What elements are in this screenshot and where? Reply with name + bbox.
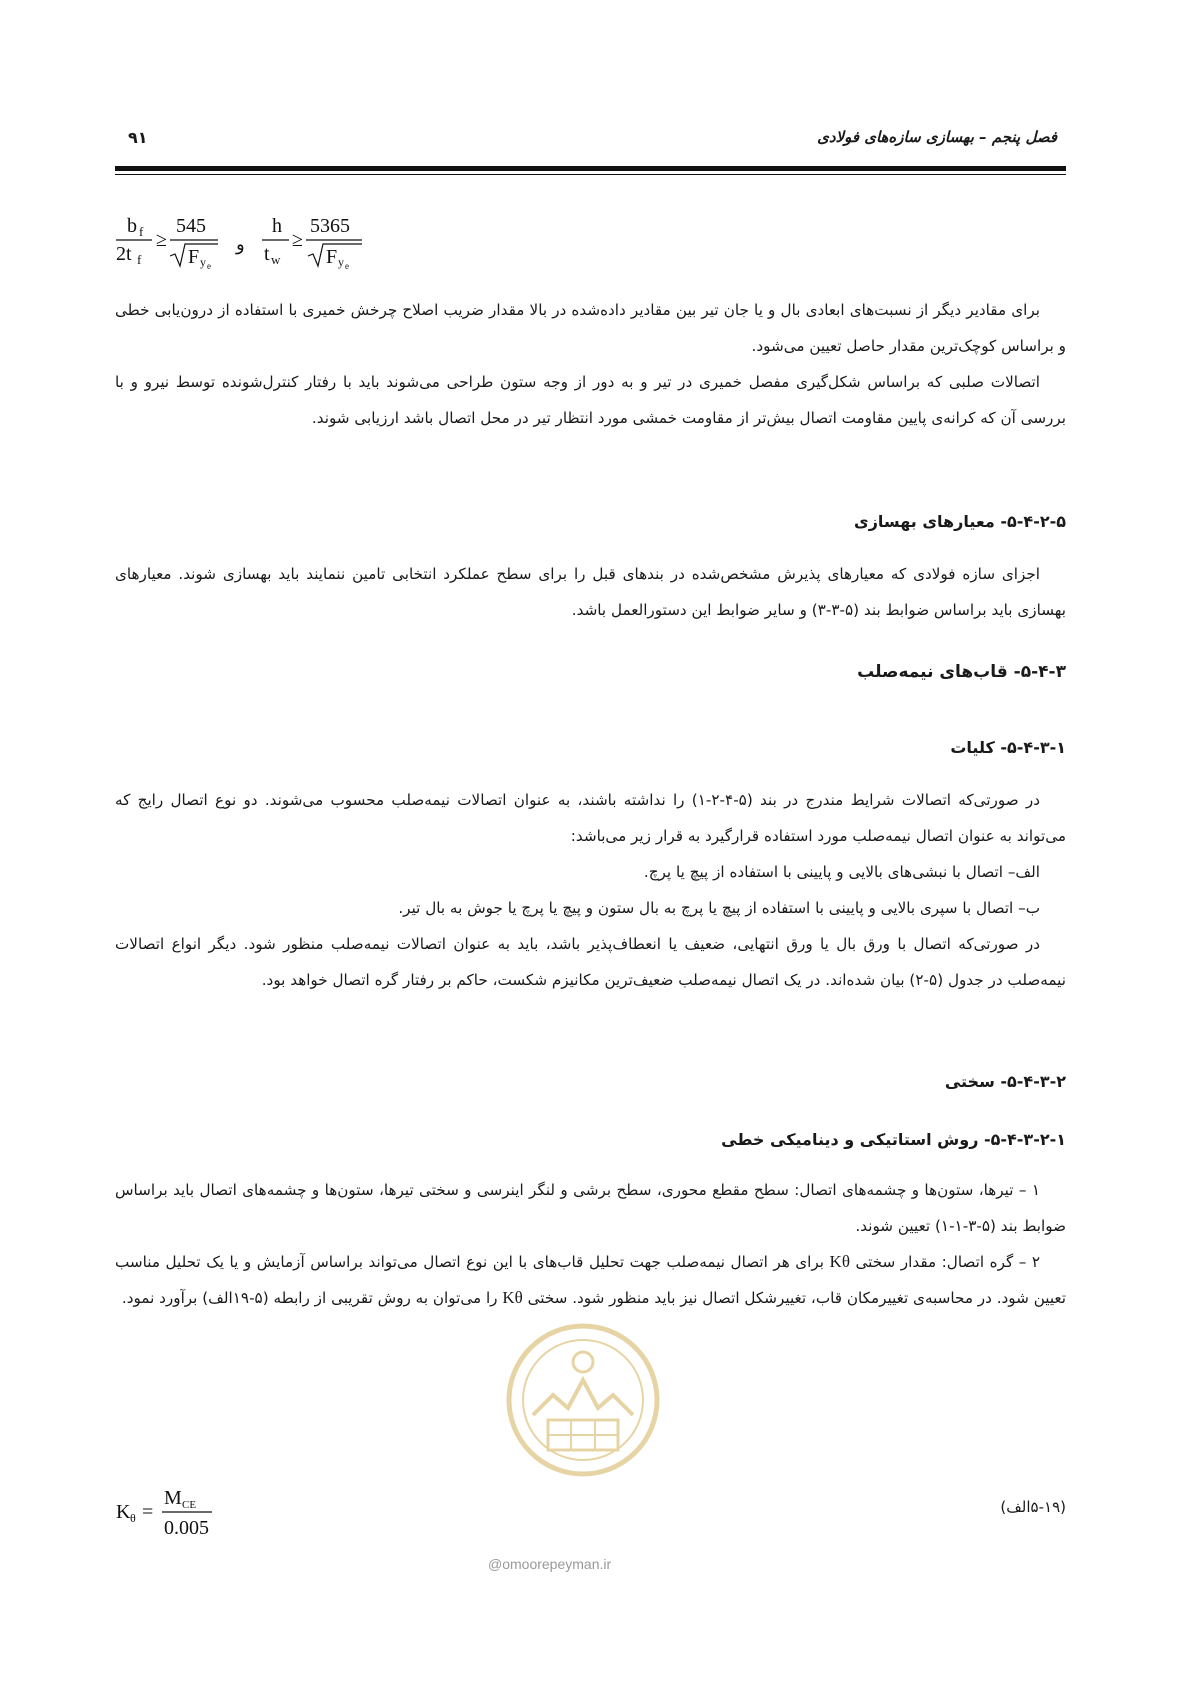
section-heading: ۵-۴-۳-۱- کلیات — [950, 738, 1066, 757]
section-heading: ۵-۴-۲-۵- معیارهای بهسازی — [854, 512, 1066, 531]
section-heading: ۵-۴-۳-۲-۱- روش استاتیکی و دینامیکی خطی — [721, 1130, 1066, 1149]
equation-connector: و — [236, 234, 245, 254]
svg-text:t: t — [264, 243, 270, 265]
chapter-title: فصل پنجم – بهسازی سازه‌های فولادی — [817, 128, 1057, 146]
paragraph — [115, 1244, 1066, 1316]
page-number: ۹۱ — [128, 128, 148, 147]
svg-text:≥: ≥ — [156, 229, 167, 251]
k-theta-symbol: Kθ — [502, 1288, 523, 1307]
paragraph: ۱ – تیرها، ستون‌ها و چشمه‌های اتصال: سطح مقطع محوری، سطح برشی و لنگر اینرسی و سختی تیرها، ستون‌ها و چشمه‌های اتصال باید براساس ضوابط بند (۵-۳-۱-۱) تعیین شوند. — [115, 1181, 1066, 1235]
section-heading: ۵-۴-۳- قاب‌های نیمه‌صلب — [857, 662, 1066, 682]
svg-text:=: = — [142, 1501, 154, 1523]
svg-text:w: w — [271, 252, 281, 267]
svg-text:f: f — [137, 252, 142, 267]
svg-text:545: 545 — [176, 215, 206, 237]
svg-text:2t: 2t — [116, 243, 132, 265]
svg-text:e: e — [207, 261, 211, 270]
slenderness-equation — [112, 210, 392, 275]
paragraph-part: ۲ – گره اتصال: مقدار سختی — [849, 1253, 1041, 1271]
header-rule-thin — [115, 174, 1066, 175]
paragraph: در صورتی‌که اتصال با ورق بال یا ورق انتهایی، ضعیف یا انعطاف‌پذیر باشد، باید به عنوان اتصالات نیمه‌صلب منظور شود. دیگر انواع اتصالات نیمه‌صلب در جدول (۵-۲) بیان شده‌اند. در یک اتصال نیمه‌صلب ضعیف‌ترین مکانیزم شکست، حاکم بر رفتار گره اتصال خواهد بود. — [115, 935, 1066, 989]
svg-text:F: F — [326, 246, 338, 268]
stiffness-equation — [112, 1482, 252, 1547]
svg-text:θ: θ — [130, 1511, 136, 1525]
body-block-2 — [115, 556, 1066, 628]
svg-text:CE: CE — [182, 1499, 197, 1511]
svg-text:0.005: 0.005 — [164, 1517, 209, 1539]
body-block-3 — [115, 782, 1066, 998]
list-item: الف– اتصال با نبشی‌های بالایی و پایینی با استفاده از پیچ یا پرچ. — [643, 863, 1040, 881]
paragraph: اتصالات صلبی که براساس شکل‌گیری مفصل خمیری در تیر و به دور از وجه ستون طراحی می‌شوند باید با رفتار کنترل‌شونده توسط نیرو و با بررسی آن که کرانه‌ی پایین مقاومت اتصال بیش‌تر از مقاومت خمشی مورد انتظار تیر در محل اتصال باشد ارزیابی شوند. — [115, 373, 1066, 427]
body-block-4 — [115, 1172, 1066, 1316]
svg-text:y: y — [200, 255, 206, 269]
section-heading: ۵-۴-۳-۲- سختی — [944, 1072, 1066, 1091]
paragraph: در صورتی‌که اتصالات شرایط مندرج در بند (۵-۴-۲-۱) را نداشته باشند، به عنوان اتصالات نیمه‌صلب محسوب می‌شوند. دو نوع اتصال رایج که می‌تواند به عنوان اتصال نیمه‌صلب مورد استفاده قرارگیرد به قرار زیر می‌باشد: — [115, 791, 1066, 845]
watermark-seal — [503, 1320, 663, 1480]
svg-text:f: f — [139, 224, 144, 239]
paragraph-part: را می‌توان به روش تقریبی از رابطه (۵-۱۹الف) برآورد نمود. — [121, 1289, 503, 1307]
svg-text:h: h — [272, 215, 282, 237]
paragraph: برای مقادیر دیگر از نسبت‌های ابعادی بال و یا جان تیر بین مقادیر داده‌شده در بالا مقدار ضریب اصلاح چرخش خمیری با استفاده از درون‌یابی خطی و براساس کوچک‌ترین مقدار حاصل تعیین می‌شود. — [115, 301, 1066, 355]
svg-text:y: y — [338, 255, 344, 269]
header-rule-thick — [115, 166, 1066, 171]
watermark-site: @omoorepeyman.ir — [488, 1556, 612, 1572]
svg-text:e: e — [345, 261, 349, 270]
paragraph-part: برای هر اتصال نیمه‌صلب جهت تحلیل قاب‌های با این نوع اتصال می‌تواند براساس آزمایش و یا یک تحلیل مناسب تعیین شود. در محاسبه‌ی تغییرمکان قاب، تغییرشکل اتصال نیز باید منظور شود. سختی — [115, 1253, 1066, 1307]
paragraph: اجزای سازه فولادی که معیارهای پذیرش مشخص‌شده در بندهای قبل را برای سطح عملکرد انتخابی تامین ننمایند باید بهسازی شوند. معیارهای بهسازی باید براساس ضوابط بند (۵-۳-۳) و سایر ضوابط این دستورالعمل باشد. — [115, 565, 1066, 619]
svg-text:≥: ≥ — [292, 229, 303, 251]
svg-text:K: K — [116, 1501, 131, 1523]
svg-text:b: b — [127, 215, 137, 237]
svg-text:F: F — [188, 246, 200, 268]
k-theta-symbol: Kθ — [829, 1252, 850, 1271]
list-item: ب– اتصال با سپری بالایی و پایینی با استفاده از پیچ یا پرچ به بال ستون و پیچ یا پرچ یا جوش به بال تیر. — [398, 899, 1040, 917]
svg-text:5365: 5365 — [310, 215, 350, 237]
svg-text:M: M — [164, 1487, 182, 1509]
body-block-1 — [115, 292, 1066, 436]
equation-number: (۵-۱۹الف) — [1000, 1498, 1066, 1516]
